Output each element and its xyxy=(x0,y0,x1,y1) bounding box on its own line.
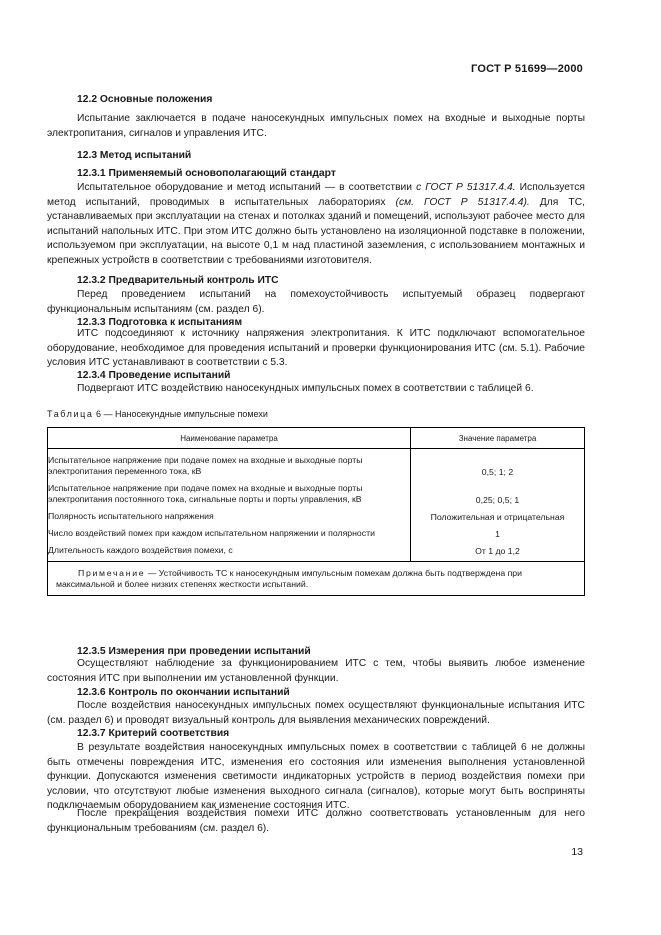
column-header-parameter: Наименование параметра xyxy=(48,428,411,449)
table-cell-parameter: Число воздействий помех при каждом испытательном напряжении и полярности xyxy=(48,528,375,538)
table-note: Примечание — Устойчивость ТС к наносекундным импульсным помехам должна быть подтверждена при максимальной и более низких степенях жесткости испытаний. xyxy=(48,562,585,596)
section-12-3-7-body: В результате воздействия наносекундных импульсных помех в соответствии с таблицей 6 не должны быть отмечены повреждения ИТС, изменения его состояния или изменения выполнения установленной функции. Допускаются изменения светимости индикаторных устройств в период воздействия помехи при условии, что отсутствуют любые изменения выходного сигнала (сигналов), которые могут быть восприняты подключаемым оборудованием как изменение состояния ИТС. xyxy=(47,742,585,812)
standard-reference: (см. ГОСТ Р 51317.4.4). xyxy=(395,196,530,208)
section-12-2-heading: 12.2 Основные положения xyxy=(77,94,213,105)
table-row xyxy=(48,505,585,522)
section-12-3-3-heading: 12.3.3 Подготовка к испытаниям xyxy=(77,317,243,328)
table-cell-value: От 1 до 1,2 xyxy=(411,539,585,562)
section-12-3-7-heading: 12.3.7 Критерий соответствия xyxy=(77,728,230,739)
section-12-3-6-body: После воздействия наносекундных импульсных помех осуществляют функциональные испытания ИТС (см. раздел 6) и проводят визуальный контроль для выявления механических повреждений. xyxy=(47,700,585,726)
section-12-3-1-heading: 12.3.1 Применяемый основополагающий стандарт xyxy=(77,168,336,179)
section-12-3-4-body: Подвергают ИТС воздействию наносекундных импульсных помех в соответствии с таблицей 6. xyxy=(77,383,534,394)
section-12-3-1-body: Испытательное оборудование и метод испытаний — в соответствии с ГОСТ Р 51317.4.4. Используется метод испытаний, проводимых в испытательных лабораториях (см. ГОСТ Р 51317.4.4). Для ТС, устанавливаемых при эксплуатации на стенах и потолках зданий и помещений, используют рабочее место для испытаний напольных ИТС. При этом ИТС должно быть установлено на изоляционной подставке в положении, используемом при эксплуатации, на высоте 0,1 м над пластиной заземления, с использованием монтажных и крепежных устройств в соответствии с требованиями изготовителя. xyxy=(47,182,585,266)
standard-reference: с ГОСТ Р 51317.4.4. xyxy=(416,182,516,193)
table-row xyxy=(48,477,585,505)
section-12-3-5-heading: 12.3.5 Измерения при проведении испытаний xyxy=(77,646,311,657)
table-cell-value: Положительная и отрицательная xyxy=(411,505,585,522)
table-cell-value: 0,5; 1; 2 xyxy=(411,449,585,478)
section-12-3-3-body: ИТС подсоединяют к источнику напряжения электропитания. К ИТС подключают вспомогательное оборудование, необходимое для проведения испытаний и проверки функционирования ИТС (см. 5.1). Рабочие условия ИТС устанавливают в соответствии с 5.3. xyxy=(47,328,585,369)
table-row xyxy=(48,449,585,478)
section-12-3-2-heading: 12.3.2 Предварительный контроль ИТС xyxy=(77,275,279,286)
page-number: 13 xyxy=(571,846,583,858)
table-header-row xyxy=(48,428,585,449)
section-12-3-7-body-2: После прекращения воздействия помехи ИТС должно соответствовать установленным для него функциональным требованиям (см. раздел 6). xyxy=(47,808,585,834)
table-row xyxy=(48,522,585,539)
table-cell-parameter: Полярность испытательного напряжения xyxy=(48,511,214,521)
section-12-3-heading: 12.3 Метод испытаний xyxy=(77,150,192,161)
section-12-3-2-body: Перед проведением испытаний на помехоустойчивость испытуемый образец подвергают функциональным испытаниям (см. раздел 6). xyxy=(47,289,585,315)
table-cell-value: 0,25; 0,5; 1 xyxy=(411,477,585,505)
table-note-row xyxy=(48,562,585,596)
table-row xyxy=(48,539,585,562)
table-cell-parameter: Испытательное напряжение при подаче помех на входные и выходные порты электропитания переменного тока, кВ xyxy=(48,455,363,476)
standard-code: ГОСТ Р 51699—2000 xyxy=(471,63,583,75)
section-12-3-4-heading: 12.3.4 Проведение испытаний xyxy=(77,370,231,381)
section-12-3-6-heading: 12.3.6 Контроль по окончании испытаний xyxy=(77,687,290,698)
table-cell-parameter: Испытательное напряжение при подаче помех на входные и выходные порты электропитания постоянного тока, сигнальные порты и порты управления, кВ xyxy=(48,483,363,504)
table-cell-parameter: Длительность каждого воздействия помехи, с xyxy=(48,545,233,555)
impulse-noise-table xyxy=(47,427,585,596)
section-12-2-body: Испытание заключается в подаче наносекундных импульсных помех на входные и выходные порты электропитания, сигналов и управления ИТС. xyxy=(47,113,585,139)
column-header-value: Значение параметра xyxy=(411,428,585,449)
section-12-3-5-body: Осуществляют наблюдение за функционированием ИТС с тем, чтобы выявить любое изменение состояния ИТС при выполнении им установленной функции. xyxy=(47,658,585,684)
table-cell-value: 1 xyxy=(411,522,585,539)
table-caption: Таблица 6 — Наносекундные импульсные помехи xyxy=(47,409,268,419)
